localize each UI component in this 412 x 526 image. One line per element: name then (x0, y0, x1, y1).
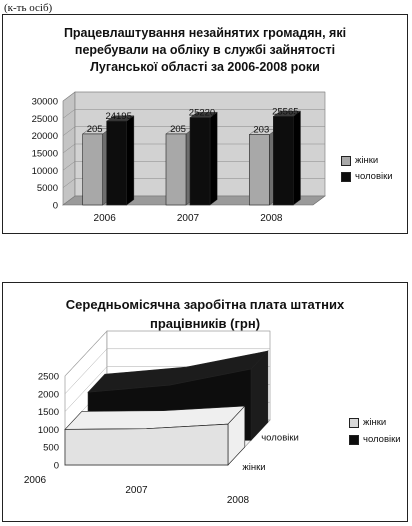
chart-title-line: Працевлаштування незайнятих громадян, які (63, 26, 347, 40)
x-tick-label: 2008 (226, 495, 250, 506)
data-label: 25220 (188, 107, 216, 119)
legend-label: жінки (363, 417, 387, 428)
legend-label: чоловіки (363, 434, 401, 445)
bar-chart (3, 15, 407, 233)
data-label: 203 (253, 124, 270, 136)
series-axis-label: чоловіки (261, 432, 299, 444)
y-tick-label: 25000 (31, 113, 58, 125)
chart-title-line: Середньомісячна заробітна плата штатних (65, 297, 345, 312)
legend-label: жінки (355, 155, 379, 166)
unit-label: (к-ть осіб) (4, 2, 53, 14)
y-tick-label: 2500 (37, 371, 59, 383)
salary-chart-panel (2, 282, 408, 522)
data-label: 25565 (272, 106, 299, 118)
legend-swatch (349, 435, 359, 445)
bar (166, 134, 186, 205)
legend-swatch (341, 172, 351, 182)
legend-item (349, 434, 401, 445)
y-tick-label: 1000 (37, 424, 59, 436)
y-tick-label: 500 (43, 442, 59, 454)
bar (107, 121, 127, 205)
x-tick-label: 2008 (260, 213, 283, 224)
bar-side (210, 112, 217, 205)
bar (249, 135, 269, 205)
data-label: 205 (86, 123, 103, 135)
bar (273, 116, 293, 205)
x-tick-label: 2006 (23, 475, 47, 486)
y-tick-label: 1500 (37, 407, 59, 419)
y-tick-label: 10000 (31, 165, 58, 177)
y-tick-label: 5000 (36, 183, 58, 195)
x-tick-label: 2007 (176, 213, 200, 224)
bar-side (293, 111, 300, 205)
y-tick-label: 2000 (37, 389, 59, 401)
area-chart (3, 283, 407, 521)
y-tick-label: 0 (53, 460, 59, 472)
legend-swatch (349, 418, 359, 428)
bar (83, 134, 103, 205)
data-label: 205 (170, 123, 186, 135)
legend-item (341, 171, 393, 182)
y-tick-label: 15000 (31, 148, 58, 160)
y-tick-label: 0 (52, 200, 58, 212)
chart-title-line: Луганської області за 2006-2008 роки (90, 60, 320, 74)
bar-side (127, 116, 134, 205)
chart-title-line: працівників (грн) (149, 316, 261, 331)
x-tick-label: 2007 (125, 485, 148, 496)
area-series-women (65, 424, 228, 465)
legend-item (341, 155, 378, 166)
bar (190, 118, 210, 205)
y-tick-label: 20000 (31, 131, 58, 143)
y-tick-label: 30000 (31, 96, 58, 108)
legend-label: чоловіки (355, 171, 393, 182)
series-axis-label: жінки (242, 462, 266, 473)
x-tick-label: 2006 (93, 213, 116, 224)
employment-chart-panel (2, 14, 408, 234)
data-label: 24195 (105, 111, 132, 123)
legend-swatch (341, 156, 351, 166)
chart-title-line: перебували на обліку в службі зайнятості (74, 43, 336, 57)
legend-item (349, 417, 386, 428)
